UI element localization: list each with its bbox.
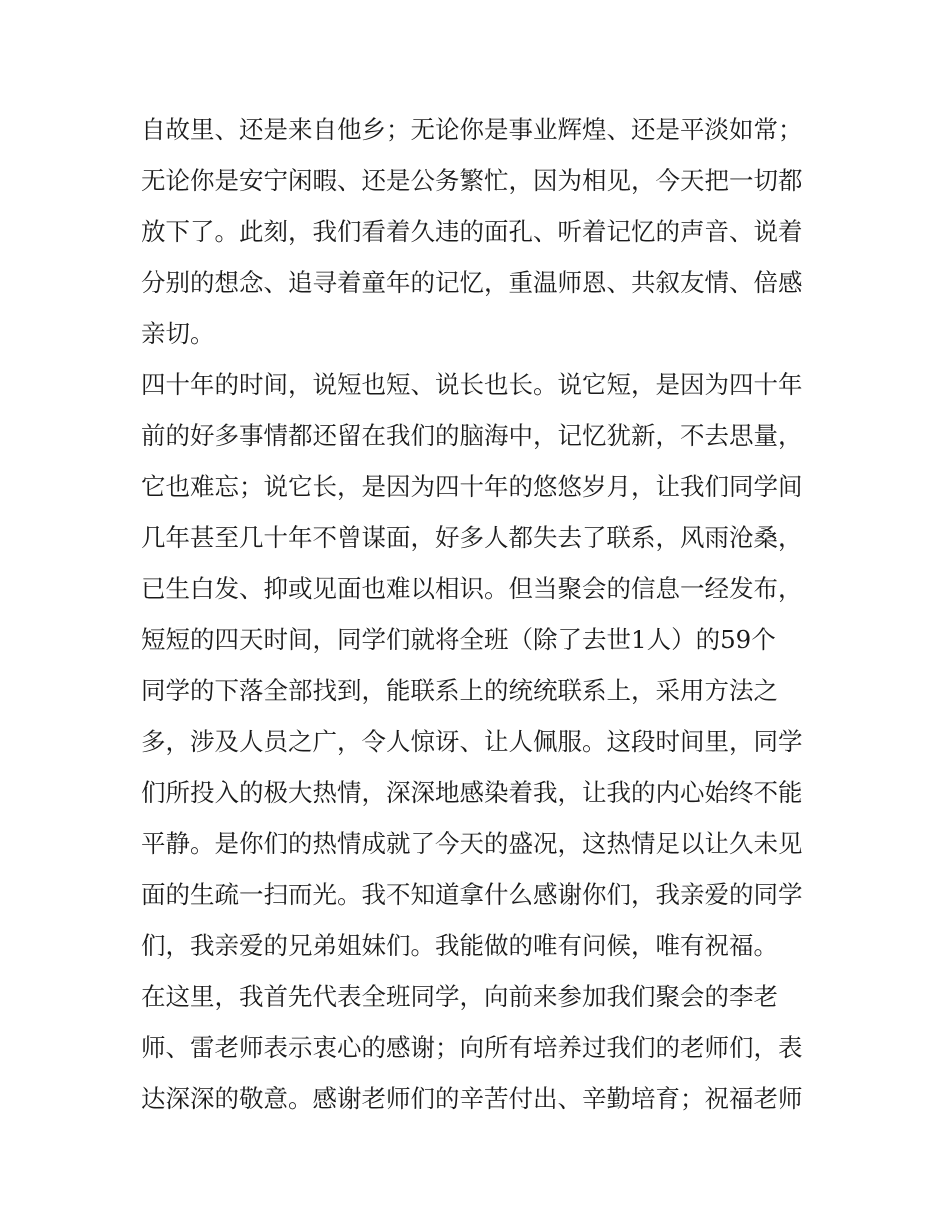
text-line: 短短的四天时间，同学们就将全班（除了去世1人）的59个: [141, 625, 776, 654]
text-line: 它也难忘；说它长，是因为四十年的悠悠岁月，让我们同学间: [141, 472, 803, 501]
text-line: 放下了。此刻，我们看着久违的面孔、听着记忆的声音、说着: [141, 217, 803, 246]
text-line: 自故里、还是来自他乡；无论你是事业辉煌、还是平淡如常；: [141, 115, 803, 144]
text-line: 们，我亲爱的兄弟姐妹们。我能做的唯有问候，唯有祝福。: [141, 931, 778, 960]
text-line: 已生白发、抑或见面也难以相识。但当聚会的信息一经发布，: [141, 574, 803, 603]
text-line: 同学的下落全部找到，能联系上的统统联系上，采用方法之: [141, 676, 778, 705]
text-line: 在这里，我首先代表全班同学，向前来参加我们聚会的李老: [141, 982, 778, 1011]
text-line: 师、雷老师表示衷心的感谢；向所有培养过我们的老师们，表: [141, 1033, 803, 1062]
text-line: 平静。是你们的热情成就了今天的盛况，这热情足以让久未见: [141, 829, 803, 858]
text-line: 四十年的时间，说短也短、说长也长。说它短，是因为四十年: [141, 370, 803, 399]
text-line: 几年甚至几十年不曾谋面，好多人都失去了联系，风雨沧桑，: [141, 523, 803, 552]
text-line: 达深深的敬意。感谢老师们的辛苦付出、辛勤培育；祝福老师: [141, 1084, 803, 1113]
text-line: 亲切。: [141, 319, 215, 348]
text-line: 前的好多事情都还留在我们的脑海中，记忆犹新，不去思量，: [141, 421, 803, 450]
text-line: 多，涉及人员之广，令人惊讶、让人佩服。这段时间里，同学: [141, 727, 803, 756]
text-line: 无论你是安宁闲暇、还是公务繁忙，因为相见，今天把一切都: [141, 166, 803, 195]
text-line: 分别的想念、追寻着童年的记忆，重温师恩、共叙友情、倍感: [141, 268, 803, 297]
text-line: 们所投入的极大热情，深深地感染着我，让我的内心始终不能: [141, 778, 803, 807]
text-line: 面的生疏一扫而光。我不知道拿什么感谢你们，我亲爱的同学: [141, 880, 803, 909]
body-text: [141, 104, 831, 1124]
